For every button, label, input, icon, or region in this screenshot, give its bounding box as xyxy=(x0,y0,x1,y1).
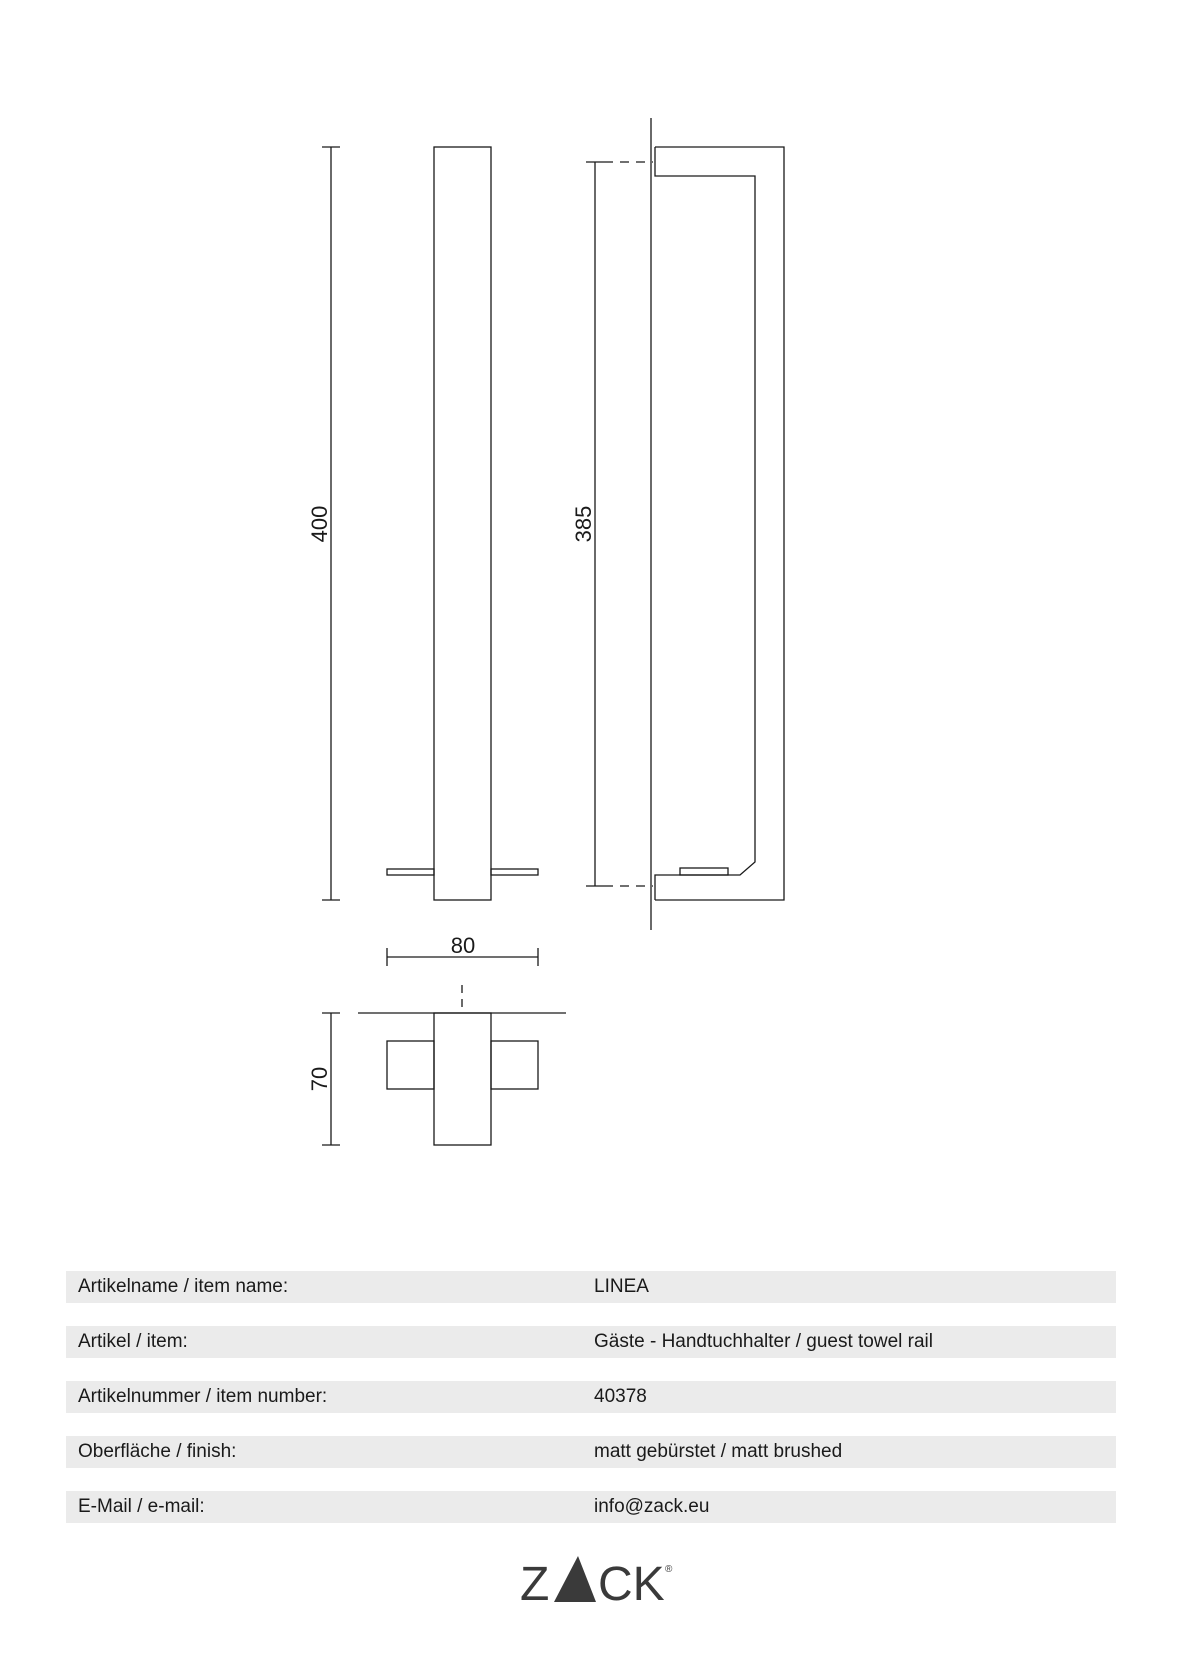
width-label: 80 xyxy=(450,933,476,958)
front-view xyxy=(387,147,538,900)
spec-value: matt gebürstet / matt brushed xyxy=(594,1441,843,1462)
spec-label: E-Mail / e-mail: xyxy=(78,1496,205,1517)
side-height-dimension xyxy=(586,162,653,886)
spec-table xyxy=(66,1271,1116,1546)
logo-letter-z: Z xyxy=(520,1558,550,1608)
spec-row-email xyxy=(66,1491,1116,1523)
spec-row-item-number xyxy=(66,1381,1116,1413)
spec-row-item-name xyxy=(66,1271,1116,1303)
spec-row-finish xyxy=(66,1436,1116,1468)
depth-label: 70 xyxy=(307,1066,332,1092)
spec-label: Artikel / item: xyxy=(78,1331,188,1352)
spec-label: Oberfläche / finish: xyxy=(78,1441,237,1462)
top-view xyxy=(358,985,566,1145)
logo-triangle-a xyxy=(554,1556,596,1602)
logo-registered-mark: ® xyxy=(665,1564,673,1575)
front-height-label: 400 xyxy=(307,505,332,543)
logo-letters-ck: CK xyxy=(598,1558,665,1608)
spec-value: LINEA xyxy=(594,1276,649,1297)
zack-logo xyxy=(520,1548,680,1608)
spec-value: 40378 xyxy=(594,1386,647,1407)
spec-value[interactable]: info@zack.eu xyxy=(594,1496,710,1517)
side-height-label: 385 xyxy=(571,505,596,543)
side-view xyxy=(651,118,784,930)
spec-value: Gäste - Handtuchhalter / guest towel rail xyxy=(594,1331,934,1352)
spec-row-item xyxy=(66,1326,1116,1358)
spec-label: Artikelnummer / item number: xyxy=(78,1386,328,1407)
spec-label: Artikelname / item name: xyxy=(78,1276,289,1297)
